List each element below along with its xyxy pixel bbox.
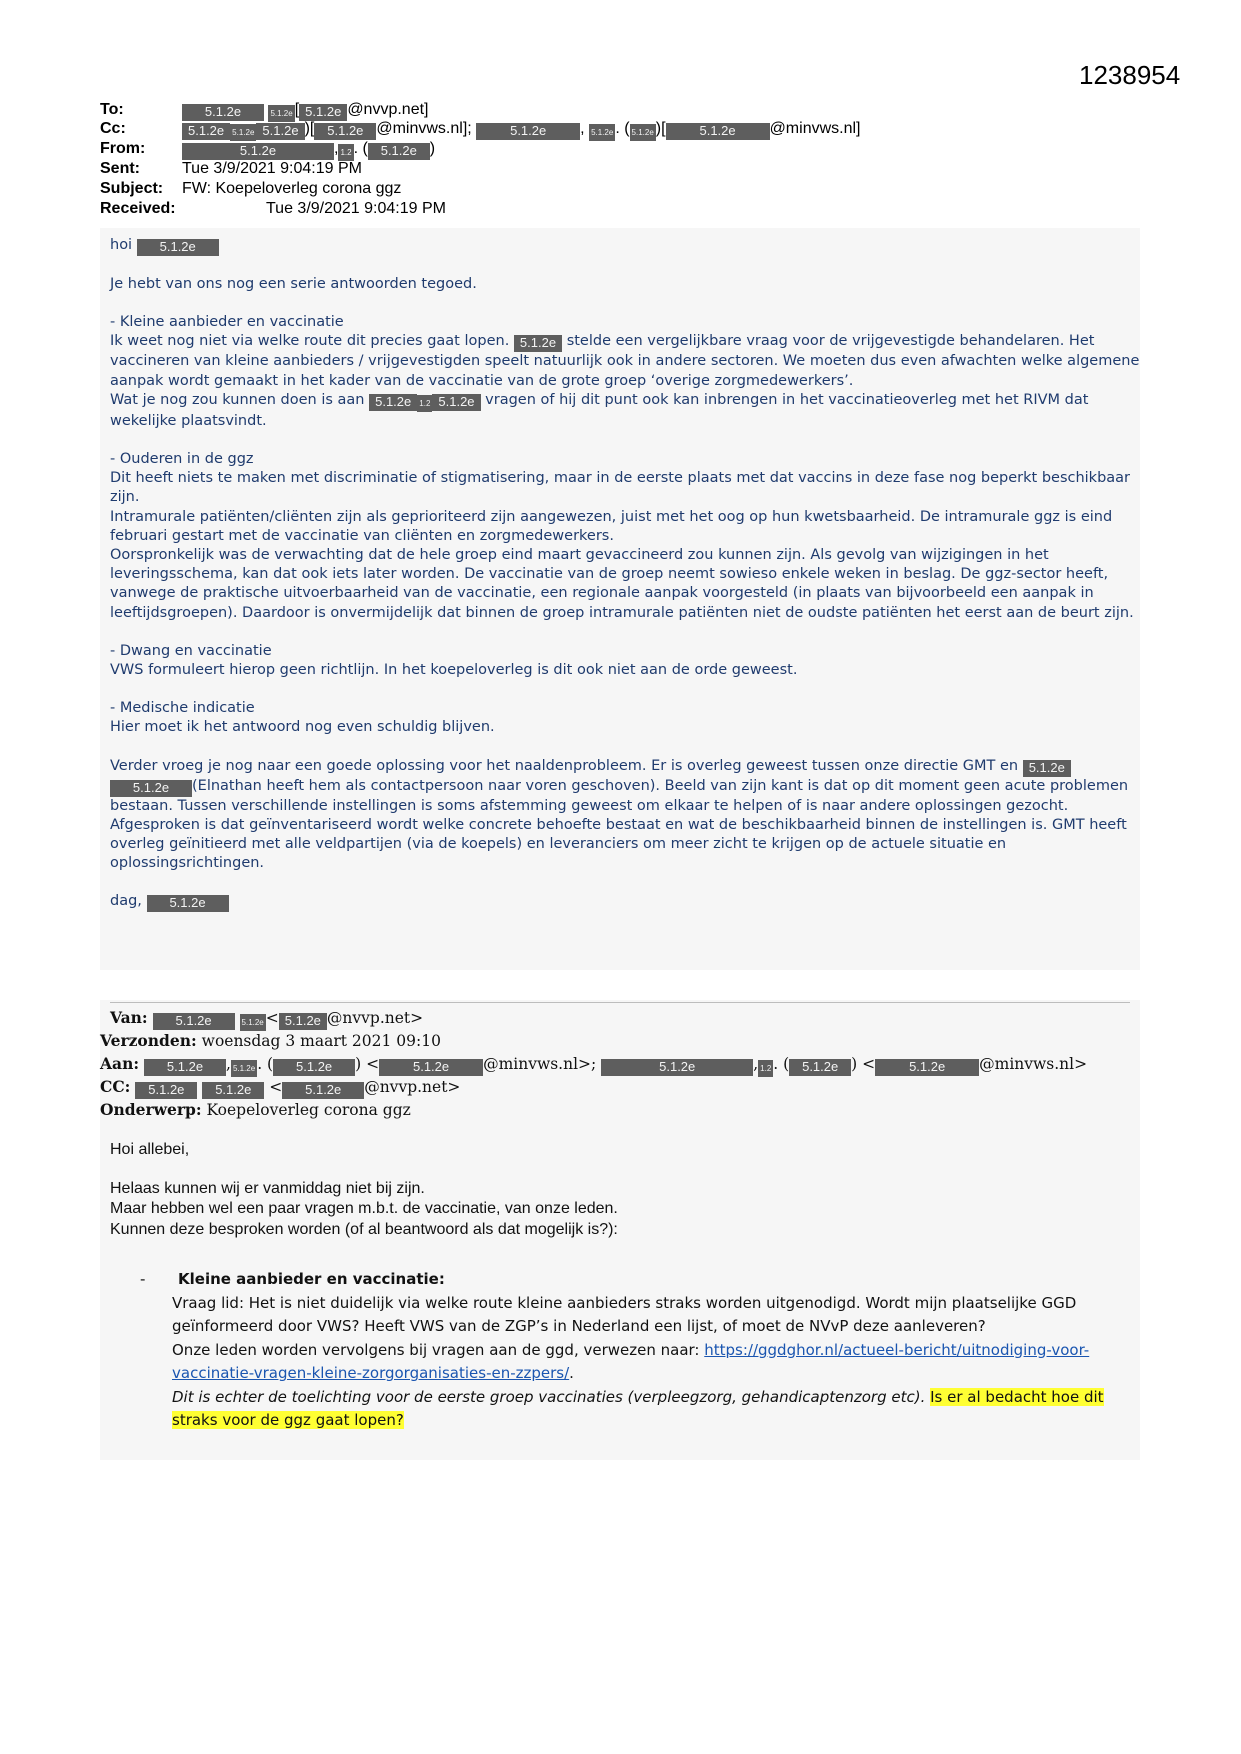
redaction: 5.1.2e <box>369 394 417 411</box>
redaction: 5.1.2e <box>182 123 230 140</box>
redaction: 5.1.2e <box>368 143 430 160</box>
redaction: 5.1.2e <box>231 1060 257 1077</box>
redaction: 5.1.2e <box>144 1059 226 1076</box>
redaction: 1.2 <box>338 144 353 161</box>
cc-orig-label: CC: <box>100 1077 131 1096</box>
redaction: 5.1.2e <box>135 1082 197 1099</box>
question-body <box>172 1268 1130 1433</box>
paragraph-text: Oorspronkelijk was de verwachting dat de hele groep eind maart gevaccineerd zou kunnen zijn. Als gevolg van wijzigingen in het leveringsschema, kan dat ook iets later worden. De vaccinatie van de groep neemt sowieso enkele weken in beslag. De ggz-sector heeft, vanwege de praktische uitvoerbaarheid van de vaccinatie, een regionale aanpak voorgesteld (in plaats van bijvoorbeeld een aanpak in leeftijdsgroepen). Daardoor is onvermijdelijk dat binnen de groep intramurale patiënten niet de oudste patiënten het eerst aan de beurt zijn. <box>110 547 1134 621</box>
aan-domain: @minvws.nl>; <box>483 1055 597 1073</box>
redaction: 5.1.2e <box>282 1082 364 1099</box>
greeting-text: hoi <box>110 237 133 253</box>
original-line: Helaas kunnen wij er vanmiddag niet bij zijn. <box>110 1179 425 1197</box>
redaction: 5.1.2e <box>666 123 770 140</box>
redaction: 5.1.2e <box>256 123 304 140</box>
onderwerp-row <box>100 1098 411 1121</box>
closing-text: dag, <box>110 893 142 910</box>
received-value: Tue 3/9/2021 9:04:19 PM <box>266 200 446 217</box>
redaction: 5.1.2e <box>240 1014 266 1031</box>
redaction: 5.1.2e <box>476 123 580 140</box>
question-text: Vraag lid: Het is niet duidelijk via welke route kleine aanbieders straks worden uitgenodigd. Wordt mijn plaatselijke GGD geïnformeerd door VWS? Heeft VWS van de ZGP’s in Nederland een lijst, of moet de NVvP deze aanleveren? <box>172 1293 1077 1335</box>
question-note <box>172 1386 1130 1433</box>
original-line: Kunnen deze besproken worden (of al beantwoord als dat mogelijk is?): <box>110 1220 618 1238</box>
to-value: 5.1.2e 5.1.2e [ 5.1.2e @nvvp.net] <box>182 100 428 122</box>
redaction: 1.2 <box>417 395 432 412</box>
van-row: Van: 5.1.2e 5.1.2e < 5.1.2e @nvvp.net> <box>110 1006 423 1029</box>
paragraph-text: Ik weet nog niet via welke route dit precies gaat lopen. <box>110 333 510 350</box>
reference-text: Onze leden worden vervolgens bij vragen aan de ggd, verwezen naar: <box>172 1340 700 1359</box>
redaction: 5.1.2e <box>268 105 294 122</box>
original-greeting: Hoi allebei, <box>110 1141 190 1158</box>
reply-body <box>110 236 1140 931</box>
paragraph-text: Dit heeft niets te maken met discriminatie of stigmatisering, maar in de eerste plaats met dat vaccins in deze fase nog beperkt beschikbaar zijn. <box>110 470 1131 506</box>
paragraph-text: (Elnathan heeft hem als contactpersoon naar voren geschoven). Beeld van zijn kant is dat op dit moment geen acute problemen bestaan. Tussen verschillende instellingen is soms afstemming geweest om elkaar te helpen of is naar andere oplossingen gezocht. Afgesproken is dat geïnventariseerd wordt welke concrete behoefte bestaat en wat de beschikbaarheid binnen de instellingen is. GMT heeft overleg geïnitieerd met alle veldpartijen (via de koepels) en leveranciers om meer zicht te krijgen op de actuele situatie en oplossingsrichtingen. <box>110 777 1129 872</box>
section-title: - Dwang en vaccinatie <box>110 642 272 659</box>
section-text: VWS formuleert hierop geen richtlijn. In het koepeloverleg is dit ook niet aan de orde geweest. <box>110 662 798 679</box>
redaction: 5.1.2e <box>110 780 192 797</box>
redaction: 5.1.2e <box>182 104 264 121</box>
cc-domain: @minvws.nl] <box>769 120 861 137</box>
question-title: Kleine aanbieder en vaccinatie: <box>178 1270 445 1288</box>
redaction: 5.1.2e <box>1023 760 1071 777</box>
reply-greeting <box>110 236 1140 256</box>
verzonden-value: woensdag 3 maart 2021 09:10 <box>201 1032 441 1050</box>
paragraph-text: Intramurale patiënten/cliënten zijn als geprioriteerd zijn aangewezen, juist met het oog op hun kwetsbaarheid. De intramurale ggz is eind februari gestart met de vaccinatie van cliënten en zorgmedewerkers. <box>110 508 1113 544</box>
redaction: 5.1.2e <box>202 1082 264 1099</box>
redaction: 5.1.2e <box>314 123 376 140</box>
cc-domain: @minvws.nl]; <box>376 120 472 137</box>
redaction: 5.1.2e <box>432 394 480 411</box>
redaction: 5.1.2e <box>514 335 562 352</box>
verzonden-row <box>100 1029 441 1052</box>
cc-orig-domain: @nvvp.net> <box>364 1078 461 1096</box>
redaction: 5.1.2e <box>875 1059 979 1076</box>
section-title: - Kleine aanbieder en vaccinatie <box>110 314 344 331</box>
van-domain: @nvvp.net> <box>326 1009 424 1027</box>
section-title: - Medische indicatie <box>110 700 255 717</box>
sent-label: Sent: <box>100 160 140 177</box>
onderwerp-value: Koepeloverleg corona ggz <box>206 1101 411 1119</box>
paragraph-text: stelde een vergelijkbare vraag voor de vrijgevestigde behandelaren. Het vaccineren van kleine aanbieders / vrijgevestigden speelt natuurlijk ook in andere sectoren. We moeten dus even afwachten welke algemene aanpak wordt gemaakt in het kader van de vaccinatie van de grote groep ‘overige zorgmedewerkers’. <box>110 333 1140 389</box>
original-line: Maar hebben wel een paar vragen m.b.t. de vaccinatie, van onze leden. <box>110 1200 618 1217</box>
subject-label: Subject: <box>100 180 164 197</box>
reply-intro: Je hebt van ons nog een serie antwoorden tegoed. <box>110 276 477 292</box>
note-text: Dit is echter de toelichting voor de eerste groep vaccinaties (verpleegzorg, gehandicaptenzorg etc). <box>172 1387 926 1406</box>
redaction: 5.1.2e <box>137 239 219 256</box>
redaction: 5.1.2e <box>147 895 229 912</box>
redaction: 5.1.2e <box>153 1013 235 1030</box>
redaction: 1.2 <box>758 1060 773 1077</box>
link-period: . <box>569 1364 574 1382</box>
original-body <box>110 1140 618 1240</box>
van-label: Van: <box>110 1008 148 1027</box>
subject-value: FW: Koepeloverleg corona ggz <box>182 180 402 197</box>
paragraph-text: vragen of hij dit punt ook kan inbrengen in het vaccinatieoverleg met het RIVM dat wekelijke plaatsvindt. <box>110 391 1089 429</box>
section-text <box>110 469 1140 623</box>
aan-row: Aan: 5.1.2e , 5.1.2e . ( 5.1.2e ) < 5.1.2e @minvws.nl>; 5.1.2e , 1.2 . ( 5.1.2e ) < 5.1.2e @minvws.nl> <box>100 1052 1087 1075</box>
to-domain: @nvvp.net] <box>347 101 429 118</box>
paragraph-text: Wat je nog zou kunnen doen is aan <box>110 391 365 408</box>
sent-value: Tue 3/9/2021 9:04:19 PM <box>182 160 362 177</box>
redaction: 5.1.2e <box>589 124 615 141</box>
question-reference <box>172 1339 1130 1386</box>
from-label: From: <box>100 140 146 157</box>
from-value: 5.1.2e , 1.2 . ( 5.1.2e ) <box>182 139 435 161</box>
redaction: 5.1.2e <box>182 143 334 160</box>
highlighted-question: Is er al bedacht hoe dit straks voor de ggz gaat lopen? <box>172 1387 1104 1429</box>
divider <box>110 1002 1130 1003</box>
onderwerp-label: Onderwerp: <box>100 1100 202 1119</box>
to-label: To: <box>100 101 124 118</box>
aan-domain: @minvws.nl> <box>979 1055 1088 1073</box>
paragraph-text: Verder vroeg je nog naar een goede oplossing voor het naaldenprobleem. Er is overleg geweest tussen onze directie GMT en <box>110 757 1019 774</box>
section-text <box>110 757 1140 874</box>
redaction: 5.1.2e <box>789 1059 851 1076</box>
redaction: 5.1.2e <box>601 1059 753 1076</box>
cc-value: 5.1.2e 5.1.2e 5.1.2e )[ 5.1.2e @minvws.nl]; 5.1.2e , 5.1.2e . ( 5.1.2e )[ 5.1.2e @minvws.nl] <box>182 119 860 141</box>
document-number: 1238954 <box>1079 60 1181 90</box>
cc-label: Cc: <box>100 120 126 137</box>
verzonden-label: Verzonden: <box>100 1031 197 1050</box>
section-title: - Ouderen in de ggz <box>110 451 254 468</box>
question-item <box>140 1268 1130 1433</box>
received-label: Received: <box>100 200 176 217</box>
redaction: 5.1.2e <box>379 1059 483 1076</box>
aan-label: Aan: <box>100 1054 140 1073</box>
redaction: 5.1.2e <box>273 1059 355 1076</box>
redaction: 5.1.2e <box>630 124 656 141</box>
redaction: 5.1.2e <box>230 124 256 141</box>
redaction: 5.1.2e <box>279 1013 327 1030</box>
section-text: Hier moet ik het antwoord nog even schuldig blijven. <box>110 719 495 736</box>
cc-orig-row: CC: 5.1.2e 5.1.2e < 5.1.2e @nvvp.net> <box>100 1077 461 1097</box>
bullet-dash: - <box>140 1270 146 1288</box>
ggdghor-link[interactable]: https://ggdghor.nl/actueel-bericht/uitnodiging-voor-vaccinatie-vragen-kleine-zorgorganisaties-en-zzpers/ <box>172 1340 1090 1382</box>
redaction: 5.1.2e <box>299 104 347 121</box>
section-text <box>110 332 1140 431</box>
reply-closing <box>110 892 1140 912</box>
